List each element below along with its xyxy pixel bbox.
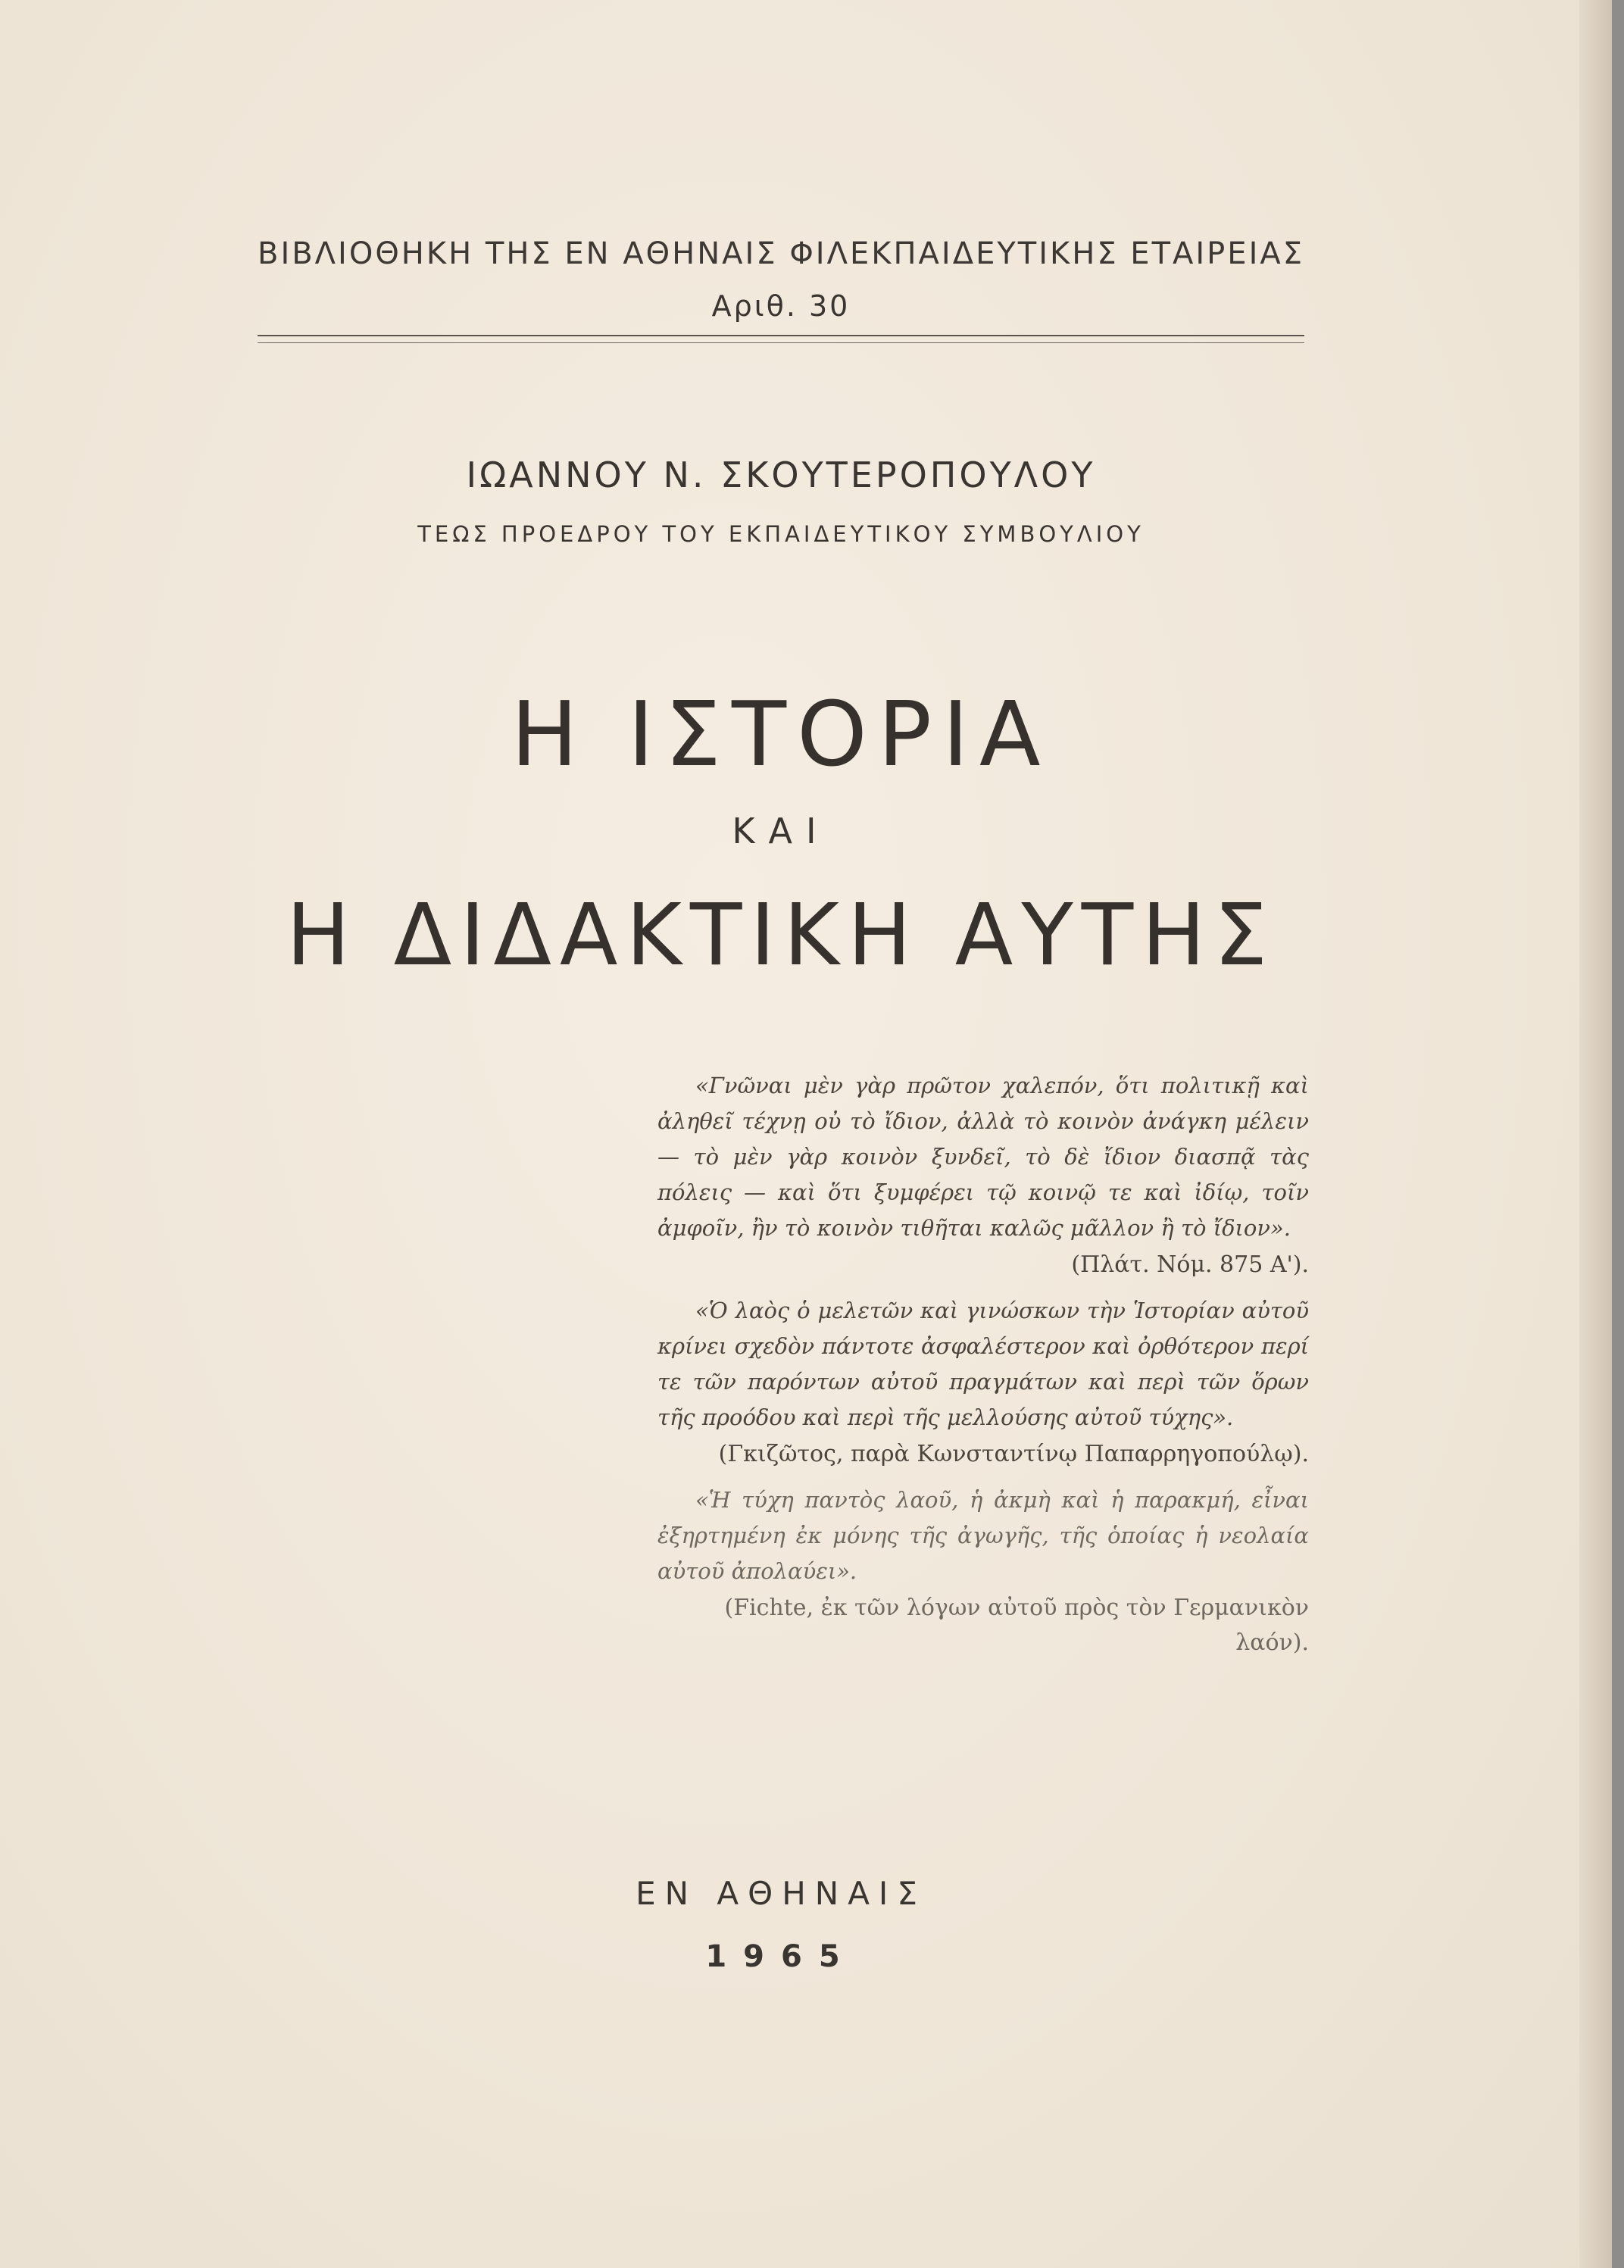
publication-year: 1965	[705, 1939, 857, 1974]
book-title-line2: ΚΑΙ	[732, 811, 830, 851]
epigraph-fichte-source: (Fichte, ἐκ τῶν λόγων αὐτοῦ πρὸς τὸν Γερμανικὸν λαόν).	[724, 1595, 1309, 1656]
scan-backdrop	[1612, 0, 1624, 2268]
cover-edge-shadow	[1579, 0, 1612, 2268]
publication-place: ΕΝ ΑΘΗΝΑΙΣ	[636, 1875, 926, 1912]
book-title-line1: Η ΙΣΤΟΡΙΑ	[511, 682, 1051, 786]
epigraph-guizot-source: (Γκιζῶτος, παρὰ Κωνσταντίνῳ Παπαρρηγοπούλῳ).	[718, 1441, 1309, 1467]
book-title-line3: Η ΔΙΔΑΚΤΙΚΗ ΑΥΤΗΣ	[286, 886, 1276, 985]
author-title: ΤΕΩΣ ΠΡΟΕΔΡΟΥ ΤΟΥ ΕΚΠΑΙΔΕΥΤΙΚΟΥ ΣΥΜΒΟΥΛΙΟΥ	[417, 521, 1145, 547]
author-name: ΙΩΑΝΝΟΥ Ν. ΣΚΟΥΤΕΡΟΠΟΥΛΟΥ	[466, 455, 1096, 495]
epigraph-guizot-text: «Ὁ λαὸς ὁ μελετῶν καὶ γινώσκων τὴν Ἱστορίαν αὐτοῦ κρίνει σχεδὸν πάντοτε ἀσφαλέστερον καὶ ὀρθότερον περί τε τῶν παρόντων αὐτοῦ πραγμάτων καὶ περὶ τῶν ὅρων τῆς προόδου καὶ περὶ τῆς μελλούσης αὐτοῦ τύχης».	[657, 1298, 1309, 1430]
series-name: ΒΙΒΛΙΟΘΗΚΗ ΤΗΣ ΕΝ ΑΘΗΝΑΙΣ ΦΙΛΕΚΠΑΙΔΕΥΤΙΚΗΣ ΕΤΑΙΡΕΙΑΣ	[258, 236, 1304, 271]
epigraph-fichte-text: «Ἡ τύχη παντὸς λαοῦ, ἡ ἀκμὴ καὶ ἡ παρακμή, εἶναι ἐξηρτημένη ἐκ μόνης τῆς ἀγωγῆς, τῆς ὁποίας ἡ νεολαία αὐτοῦ ἀπολαύει».	[657, 1487, 1309, 1584]
epigraphs	[657, 1068, 1309, 1671]
series-number: Αριθ. 30	[711, 289, 851, 323]
epigraph-plato-text: «Γνῶναι μὲν γὰρ πρῶτον χαλεπόν, ὅτι πολιτικῇ καὶ ἀληθεῖ τέχνῃ οὐ τὸ ἴδιον, ἀλλὰ τὸ κοινὸν ἀνάγκη μέλειν — τὸ μὲν γὰρ κοινὸν ξυνδεῖ, τὸ δὲ ἴδιον διασπᾷ τὰς πόλεις — καὶ ὅτι ξυμφέρει τῷ κοινῷ τε καὶ ἰδίῳ, τοῖν ἀμφοῖν, ἢν τὸ κοινὸν τιθῆται καλῶς μᾶλλον ἢ τὸ ἴδιον».	[657, 1073, 1309, 1241]
epigraph-plato-source: (Πλάτ. Νόμ. 875 Α').	[1071, 1251, 1309, 1278]
divider-rule-thin	[258, 342, 1304, 343]
divider-rule-thick	[258, 335, 1304, 336]
